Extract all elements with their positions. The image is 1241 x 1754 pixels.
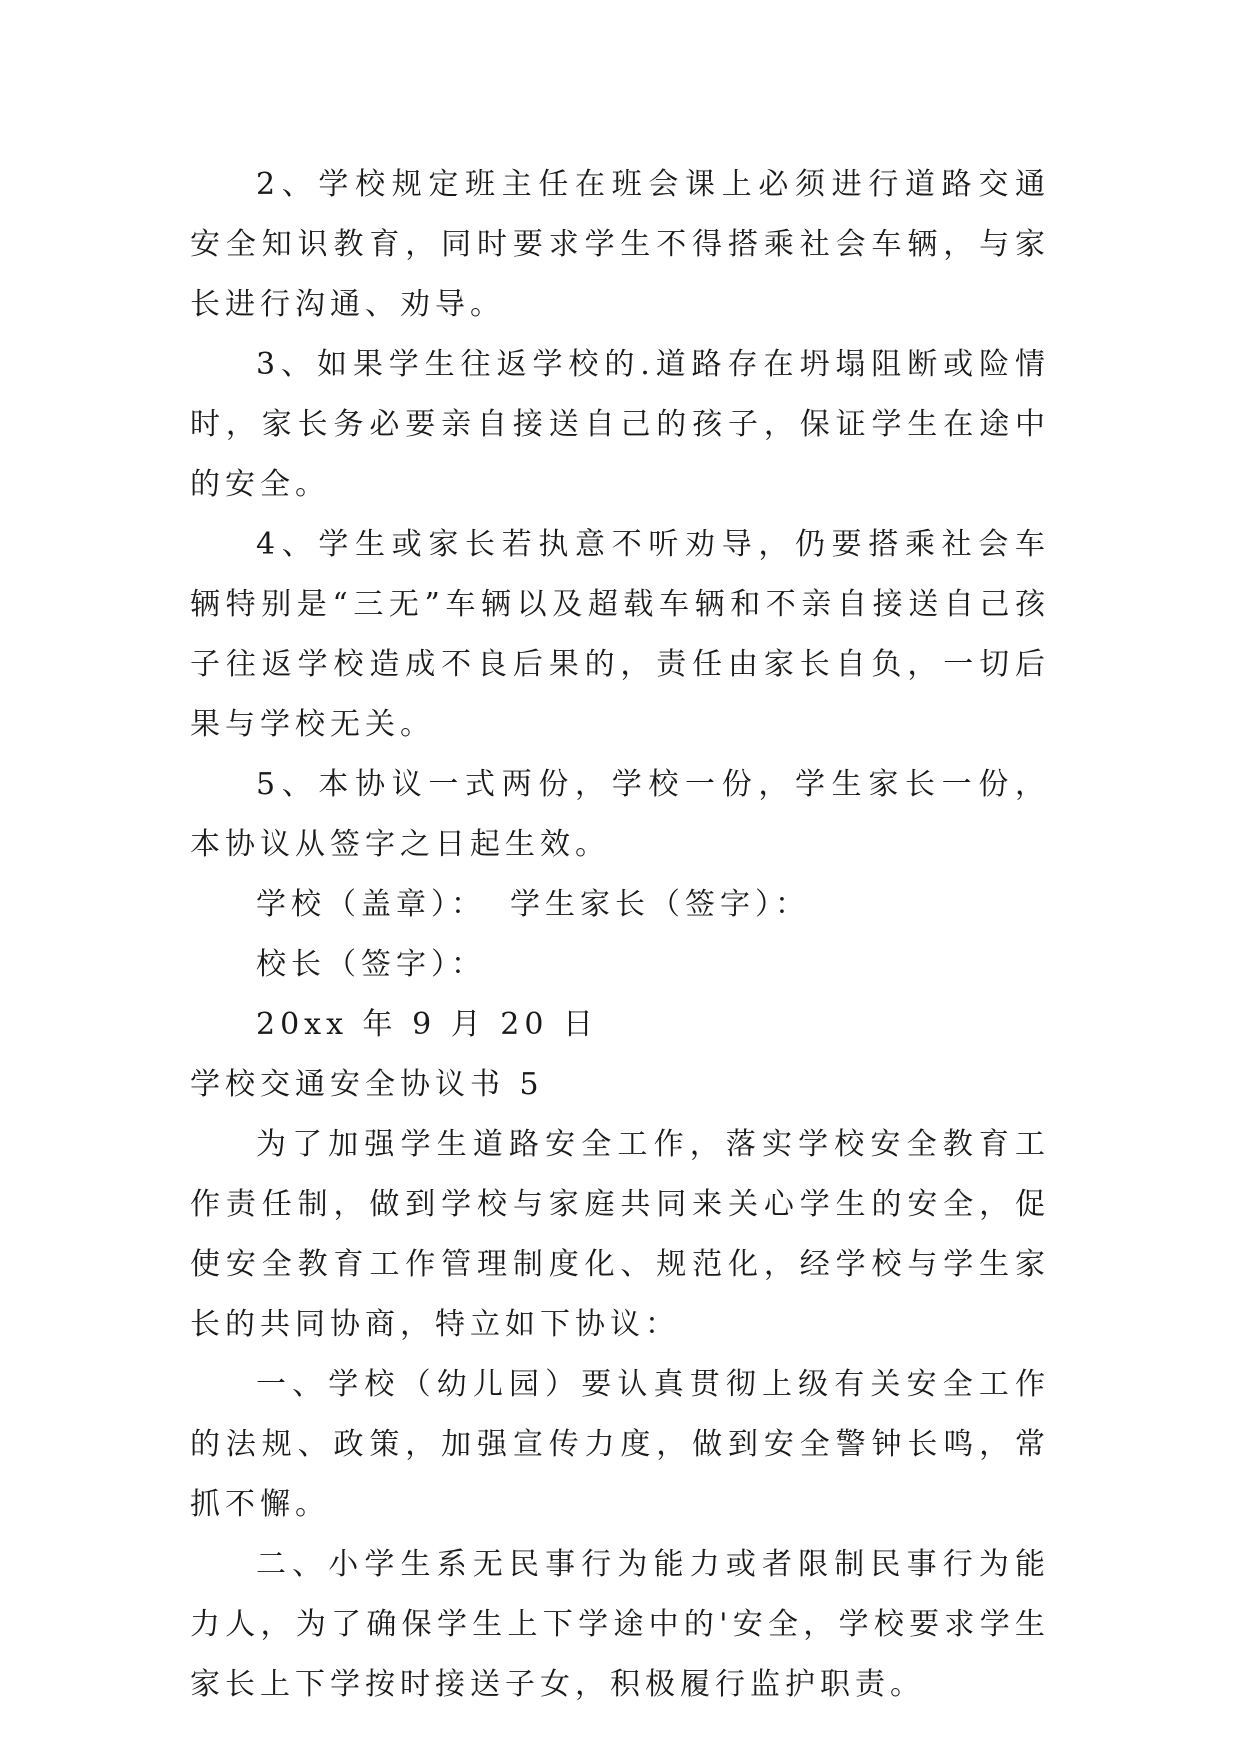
school-seal-label: 学校（盖章）： — [256, 887, 486, 922]
parent-sign-label: 学生家长（签字）： — [510, 887, 810, 922]
paragraph-item-4: 4、学生或家长若执意不听劝导，仍要搭乘社会车辆特别是“三无”车辆以及超载车辆和不亲自接送自己孩子往返学校造成不良后果的，责任由家长自负，一切后果与学校无关。 — [190, 527, 1050, 742]
paragraph-item-3: 3、如果学生往返学校的.道路存在坍塌阻断或险情时，家长务必要亲自接送自己的孩子，保证学生在途中的安全。 — [190, 347, 1050, 502]
agreement-date: 20xx 年 9 月 20 日 — [256, 1007, 598, 1042]
paragraph-item-5: 5、本协议一式两份，学校一份，学生家长一份，本协议从签字之日起生效。 — [190, 767, 1050, 862]
clause-two: 二、小学生系无民事行为能力或者限制民事行为能力人，为了确保学生上下学途中的'安全，学校要求学生家长上下学按时接送子女，积极履行监护职责。 — [190, 1547, 1050, 1702]
clause-one: 一、学校（幼儿园）要认真贯彻上级有关安全工作的法规、政策，加强宣传力度，做到安全警钟长鸣，常抓不懈。 — [190, 1367, 1050, 1522]
section-title: 学校交通安全协议书 5 — [190, 1067, 544, 1102]
intro-paragraph: 为了加强学生道路安全工作，落实学校安全教育工作责任制，做到学校与家庭共同来关心学生的安全，促使安全教育工作管理制度化、规范化，经学校与学生家长的共同协商，特立如下协议： — [190, 1127, 1050, 1342]
paragraph-item-2: 2、学校规定班主任在班会课上必须进行道路交通安全知识教育，同时要求学生不得搭乘社会车辆，与家长进行沟通、劝导。 — [190, 167, 1050, 322]
document-page — [190, 155, 1050, 1715]
signature-row — [190, 875, 1050, 935]
principal-sign-label: 校长（签字）： — [256, 947, 486, 982]
